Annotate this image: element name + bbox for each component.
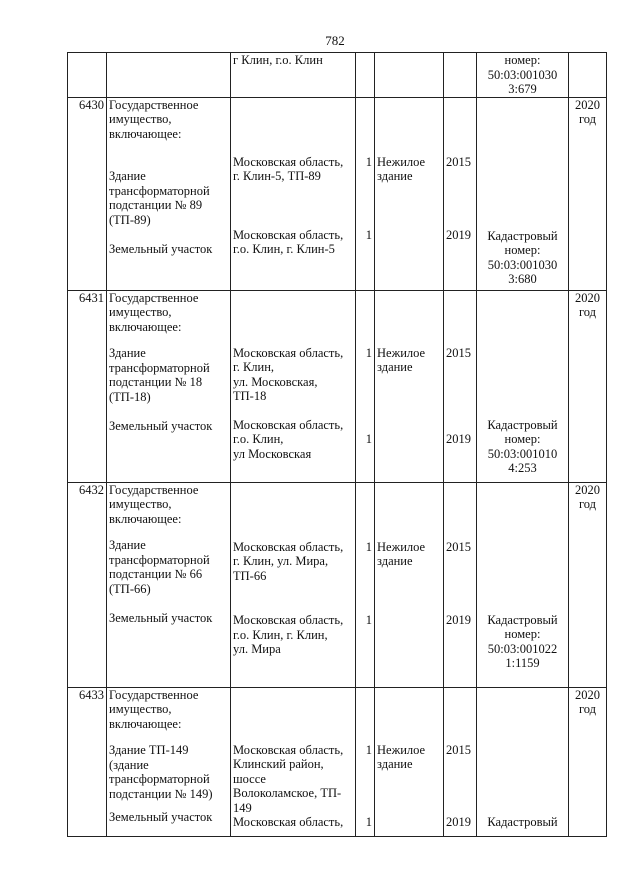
item-cadastral: Кадастровый номер: 50:03:001022 1:1159 xyxy=(487,612,558,670)
entry-year-cell xyxy=(444,687,477,836)
property-registry-table xyxy=(67,52,607,837)
entry-type-cell xyxy=(375,482,444,687)
item-name: Земельный участок xyxy=(109,242,213,256)
entry-number: 6432 xyxy=(68,482,107,687)
item-year: 2015 xyxy=(446,539,471,554)
item-qty: 1 xyxy=(365,815,372,829)
item-qty: 1 xyxy=(365,613,372,627)
item-address: Московская область, г. Клин, ул. Мира, ТП-66 xyxy=(233,539,344,583)
entry-basis: 2020 год xyxy=(569,687,607,836)
item-qty: 1 xyxy=(365,432,372,446)
entry-number: 6433 xyxy=(68,687,107,836)
item-address: Московская область, г.о. Клин, ул Московская xyxy=(233,417,344,461)
entry-address-cell xyxy=(231,482,356,687)
group-title: Государственное имущество, включающее: xyxy=(109,687,199,731)
entry-type-cell xyxy=(375,290,444,482)
entry-qty-cell xyxy=(356,290,375,482)
item-qty: 1 xyxy=(365,154,372,169)
cell-number xyxy=(68,53,107,98)
entry-basis: 2020 год xyxy=(569,482,607,687)
item-type: Нежилое здание xyxy=(377,539,426,568)
item-type: Нежилое здание xyxy=(377,345,426,374)
item-year: 2019 xyxy=(446,613,471,627)
table-row xyxy=(68,290,607,482)
item-year: 2015 xyxy=(446,345,471,360)
cell-cadastral: номер: 50:03:001030 3:679 xyxy=(477,53,569,98)
group-title: Государственное имущество, включающее: xyxy=(109,290,199,334)
entry-type-cell xyxy=(375,687,444,836)
table-row xyxy=(68,97,607,290)
entry-qty-cell xyxy=(356,687,375,836)
entry-name-cell xyxy=(107,290,231,482)
entry-year-cell xyxy=(444,482,477,687)
entry-qty-cell xyxy=(356,482,375,687)
item-cadastral: Кадастровый xyxy=(487,814,558,829)
item-cadastral: Кадастровый номер: 50:03:001030 3:680 xyxy=(487,228,558,286)
entry-cadastral-cell xyxy=(477,290,569,482)
entry-cadastral-cell xyxy=(477,482,569,687)
cell-qty xyxy=(356,53,375,98)
entry-type-cell xyxy=(375,97,444,290)
entry-address-cell xyxy=(231,97,356,290)
item-qty: 1 xyxy=(365,742,372,757)
entry-address-cell xyxy=(231,290,356,482)
entry-basis: 2020 год xyxy=(569,290,607,482)
cell-year xyxy=(444,53,477,98)
item-address: Московская область, xyxy=(233,815,344,829)
cell-type xyxy=(375,53,444,98)
item-year: 2015 xyxy=(446,154,471,169)
entry-number: 6431 xyxy=(68,290,107,482)
table-row xyxy=(68,482,607,687)
group-title: Государственное имущество, включающее: xyxy=(109,97,199,141)
entry-cadastral-cell xyxy=(477,97,569,290)
table-row xyxy=(68,687,607,836)
table-row-continuation xyxy=(68,53,607,98)
item-name: Здание трансформаторной подстанции № 89 (ТП-89) xyxy=(109,169,210,227)
item-cadastral: Кадастровый номер: 50:03:001010 4:253 xyxy=(487,417,558,475)
item-year: 2019 xyxy=(446,432,471,446)
entry-qty-cell xyxy=(356,97,375,290)
item-address: Московская область, г.о. Клин, г. Клин-5 xyxy=(233,227,344,256)
entry-name-cell xyxy=(107,482,231,687)
entry-basis: 2020 год xyxy=(569,97,607,290)
item-address: Московская область, Клинский район, шоссе Волоколамское, ТП- 149 xyxy=(233,742,344,815)
group-title: Государственное имущество, включающее: xyxy=(109,482,199,526)
entry-year-cell xyxy=(444,290,477,482)
item-name: Здание ТП-149 (здание трансформаторной подстанции № 149) xyxy=(109,743,213,801)
item-type: Нежилое здание xyxy=(377,154,426,183)
entry-name-cell xyxy=(107,687,231,836)
page-number: 782 xyxy=(325,33,345,48)
item-type: Нежилое здание xyxy=(377,742,426,771)
item-name: Земельный участок xyxy=(109,419,213,433)
item-name: Здание трансформаторной подстанции № 66 (ТП-66) xyxy=(109,538,210,596)
item-name: Земельный участок xyxy=(109,611,213,625)
item-name: Земельный участок xyxy=(109,810,213,824)
cell-address: г Клин, г.о. Клин xyxy=(231,53,356,98)
entry-address-cell xyxy=(231,687,356,836)
item-year: 2019 xyxy=(446,815,471,829)
item-qty: 1 xyxy=(365,345,372,360)
item-address: Московская область, г. Клин, ул. Московская, ТП-18 xyxy=(233,345,344,403)
entry-name-cell xyxy=(107,97,231,290)
item-year: 2019 xyxy=(446,228,471,242)
entry-number: 6430 xyxy=(68,97,107,290)
entry-cadastral-cell xyxy=(477,687,569,836)
item-name: Здание трансформаторной подстанции № 18 (ТП-18) xyxy=(109,346,210,404)
entry-year-cell xyxy=(444,97,477,290)
item-year: 2015 xyxy=(446,742,471,757)
item-address: Московская область, г. Клин-5, ТП-89 xyxy=(233,154,344,183)
item-qty: 1 xyxy=(365,228,372,242)
cell-basis xyxy=(569,53,607,98)
item-address: Московская область, г.о. Клин, г. Клин, ул. Мира xyxy=(233,613,344,656)
item-qty: 1 xyxy=(365,539,372,554)
cell-name xyxy=(107,53,231,98)
